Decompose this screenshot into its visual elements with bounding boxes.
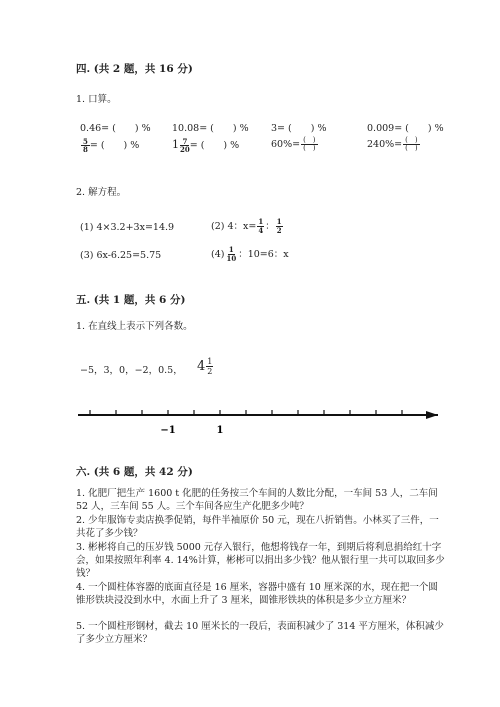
- word-problem-2: 2. 少年服饰专卖店换季促销，每件半袖原价 50 元，现在八折销售。小林买了三件，一共花了多少钱？: [76, 515, 439, 539]
- word-problem-4: 4. 一个圆柱体容器的底面直径是 16 厘米，容器中盛有 10 厘米深的水，现在把一个圆锥形铁块浸没到水中，水面上升了 3 厘米，圆锥形铁块的体积是多少立方厘米？: [76, 582, 438, 606]
- equation-item: (3) 6x-6.25=5.75: [80, 250, 162, 261]
- oral-calc-item: 60%= $\frac{( )}{( )}$: [271, 136, 316, 152]
- arrow-right-icon: [426, 411, 438, 419]
- blank-fraction: $\frac{( )}{( )}$: [303, 136, 316, 152]
- equation-item: (1) 4×3.2+3x=14.9: [80, 222, 175, 233]
- section-6-title: 六. (共 6 题，共 42 分): [76, 466, 193, 478]
- tick-label-minus-1: −1: [160, 425, 176, 436]
- mixed-number: 4 $\frac{1}{2}$: [197, 357, 213, 376]
- section-5-title: 五. (共 1 题，共 6 分): [76, 294, 186, 306]
- fraction: $\frac{1}{2}$: [207, 357, 213, 376]
- fraction: $\frac{5}{8}$: [83, 137, 88, 154]
- numbers-list: −5，3，0，−2，0.5，: [80, 365, 183, 376]
- word-problem-5: 5. 一个圆柱形钢材，截去 10 厘米长的一段后，表面积减少了 314 平方厘米，体积减少了多少立方厘米？: [76, 621, 444, 645]
- oral-calc-item: 0.46= ( ) %: [80, 123, 151, 134]
- oral-calc-item: 10.08= ( ) %: [172, 123, 249, 134]
- oral-calc-item: $\frac{5}{8}$ = ( ) %: [83, 137, 140, 154]
- oral-calc-item: 1 $\frac{7}{20}$ = ( ) %: [172, 137, 240, 154]
- question-2-label: 2. 解方程。: [76, 187, 127, 198]
- oral-calc-item: 3= ( ) %: [271, 123, 327, 134]
- fraction: $\frac{1}{4}$: [258, 217, 264, 235]
- number-line: [70, 405, 440, 437]
- question-1-label: 1. 在直线上表示下列各数。: [76, 321, 193, 332]
- fraction: $\frac{1}{2}$: [276, 217, 282, 235]
- word-problem-3: 3. 彬彬将自己的压岁钱 5000 元存入银行，他想将钱存一年，到期后将利息捐给红十字会，如果按照年利率 4. 14%计算，彬彬可以捐出多少钱？他从银行里一共可以取回多少钱？: [76, 542, 445, 579]
- equation-item: (2) 4：x= $\frac{1}{4}$ ： $\frac{1}{2}$: [211, 217, 282, 235]
- section-4-title: 四. (共 2 题，共 16 分): [76, 63, 193, 75]
- fraction: $\frac{7}{20}$: [180, 137, 190, 154]
- fraction: $\frac{1}{10}$: [226, 245, 237, 263]
- tick-label-1: 1: [216, 425, 224, 436]
- equation-item: (4) $\frac{1}{10}$ ：10=6：x: [211, 245, 289, 263]
- oral-calc-item: 0.009= ( ) %: [367, 123, 444, 134]
- question-1-label: 1. 口算。: [76, 94, 117, 105]
- blank-fraction: $\frac{( )}{( )}$: [405, 136, 418, 152]
- word-problem-1: 1. 化肥厂把生产 1600 t 化肥的任务按三个车间的人数比分配，一车间 53 人，二车间 52 人，三车间 55 人。三个车间各应生产化肥多少吨？: [76, 488, 438, 512]
- oral-calc-item: 240%= $\frac{( )}{( )}$: [367, 136, 418, 152]
